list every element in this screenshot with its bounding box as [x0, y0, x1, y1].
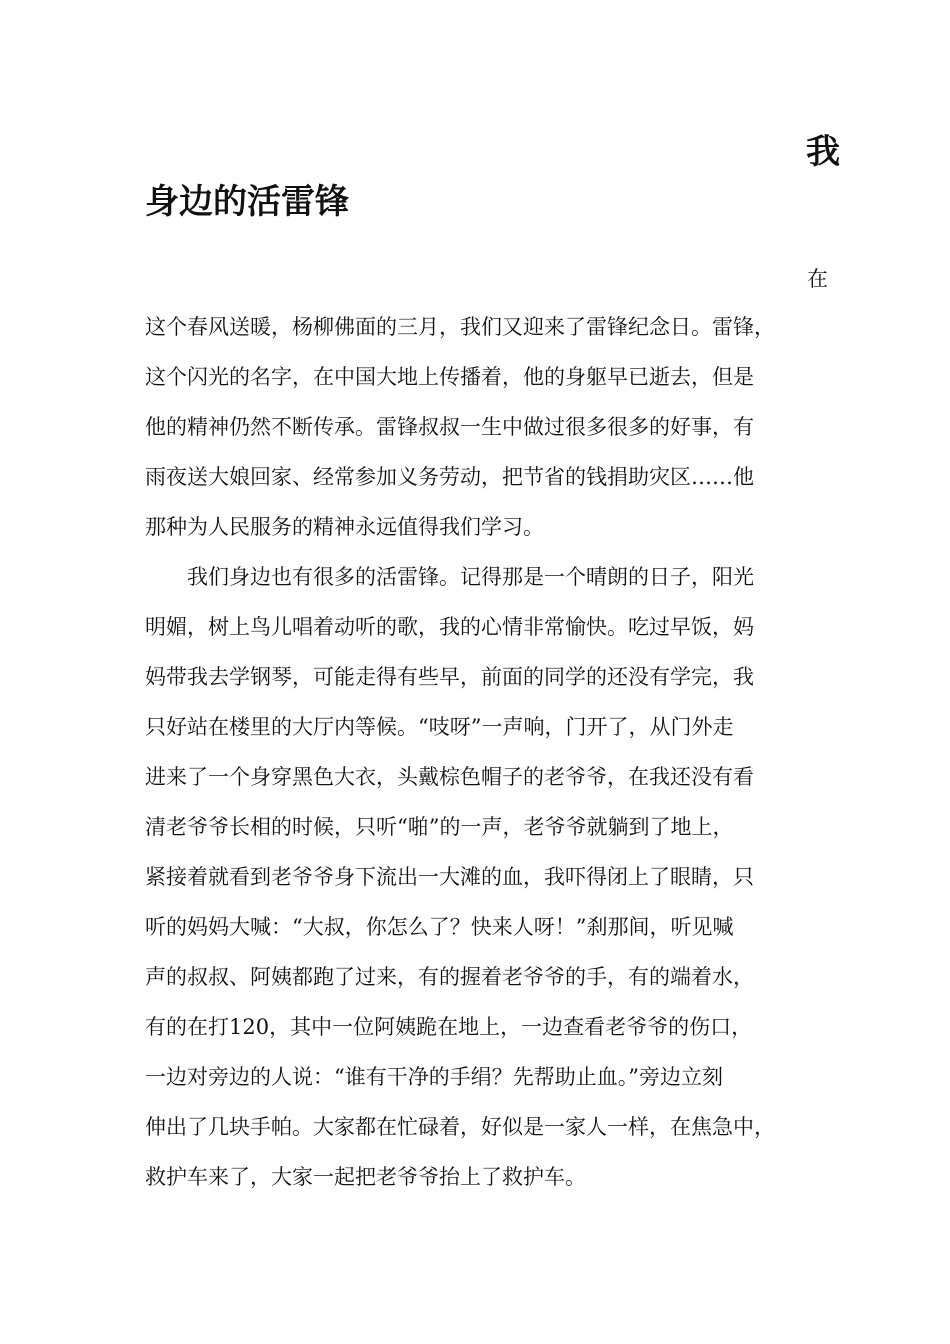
text-line: 清老爷爷长相的时候，只听“啪”的一声，老爷爷就躺到了地上， [145, 815, 734, 839]
text-line: 雨夜送大娘回家、经常参加义务劳动，把节省的钱捐助灾区……他 [145, 465, 754, 489]
text-line: 只好站在楼里的大厅内等候。“吱呀”一声响，门开了，从门外走 [145, 715, 734, 739]
body-text [145, 309, 835, 1209]
text-line: 伸出了几块手帕。大家都在忙碌着，好似是一家人一样，在焦急中， [145, 1115, 775, 1139]
text-line: 一边对旁边的人说：“谁有干净的手绢？先帮助止血。”旁边立刻 [145, 1065, 723, 1089]
text-line: 听的妈妈大喊：“大叔，你怎么了？快来人呀！”刹那间，听见喊 [145, 915, 734, 939]
title-first-char: 我 [806, 132, 840, 172]
text-line: 救护车来了，大家一起把老爷爷抬上了救护车。 [145, 1165, 586, 1189]
text-line: 他的精神仍然不断传承。雷锋叔叔一生中做过很多很多的好事，有 [145, 415, 754, 439]
paragraph-1-start: 在 [807, 267, 828, 291]
text-line: 进来了一个身穿黑色大衣，头戴棕色帽子的老爷爷，在我还没有看 [145, 765, 754, 789]
text-line: 有的在打120，其中一位阿姨跪在地上，一边查看老爷爷的伤口， [145, 1015, 753, 1039]
text-line: 那种为人民服务的精神永远值得我们学习。 [145, 515, 544, 539]
text-line: 明媚，树上鸟儿唱着动听的歌，我的心情非常愉快。吃过早饭，妈 [145, 615, 754, 639]
text-line: 声的叔叔、阿姨都跑了过来，有的握着老爷爷的手，有的端着水， [145, 965, 754, 989]
text-line: 紧接着就看到老爷爷身下流出一大滩的血，我吓得闭上了眼睛，只 [145, 865, 754, 889]
title-rest: 身边的活雷锋 [145, 182, 349, 222]
text-line: 这个闪光的名字，在中国大地上传播着，他的身躯早已逝去，但是 [145, 365, 754, 389]
paragraph-2 [145, 559, 835, 1209]
text-line: 这个春风送暖，杨柳佛面的三月，我们又迎来了雷锋纪念日。雷锋， [145, 315, 775, 339]
text-line: 我们身边也有很多的活雷锋。记得那是一个晴朗的日子，阳光 [187, 565, 754, 589]
text-line: 妈带我去学钢琴，可能走得有些早，前面的同学的还没有学完，我 [145, 665, 754, 689]
paragraph-1 [145, 309, 835, 559]
